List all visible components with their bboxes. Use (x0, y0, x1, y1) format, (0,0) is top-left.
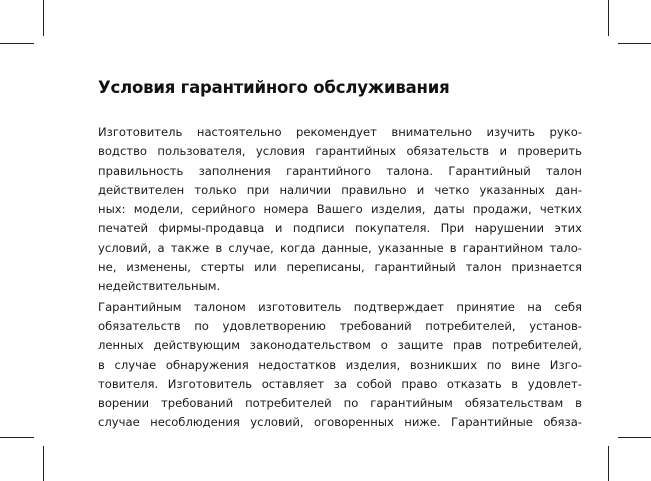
page-title: Условия гарантийного обслуживания (98, 78, 450, 97)
text-line: ворении требований потребителей по гарантийным обязательствам в (98, 396, 582, 411)
crop-mark (618, 43, 651, 44)
text-line: случае несоблюдения условий, оговоренных ниже. Гарантийные обяза- (98, 415, 582, 430)
crop-mark (618, 437, 651, 438)
crop-mark (43, 446, 44, 481)
text-line: Изготовитель настоятельно рекомендует внимательно изучить руко- (98, 125, 582, 139)
text-line: в случае обнаружения недостатков изделия, возникших по вине Изго- (98, 357, 582, 372)
paragraph (98, 298, 582, 433)
document-body (98, 123, 582, 433)
text-line: условий, а также в случае, когда данные, указанные в гарантийном тало- (98, 240, 582, 255)
crop-mark (608, 0, 609, 36)
text-line: товителя. Изготовитель оставляет за собой право отказать в удовлет- (98, 376, 582, 391)
text-line: печатей фирмы-продавца и подписи покупателя. При нарушении этих (98, 221, 582, 236)
text-line: ных: модели, серийного номера Вашего изделия, даты продажи, четких (98, 202, 582, 217)
text-line: ленных действующим законодательством о защите прав потребителей, (98, 338, 582, 353)
text-line: действителен только при наличии правильно и четко указанных дан- (98, 182, 582, 197)
paragraph (98, 123, 582, 297)
text-line: правильность заполнения гарантийного талона. Гарантийный талон (98, 163, 582, 178)
crop-mark (0, 437, 34, 438)
crop-mark (0, 43, 34, 44)
text-line: водство пользователя, условия гарантийных обязательств и проверить (98, 144, 582, 159)
text-line: недействительным. (98, 279, 221, 294)
crop-mark (43, 0, 44, 36)
text-line: Гарантийным талоном изготовитель подтверждает принятие на себя (98, 299, 582, 314)
crop-mark (608, 446, 609, 481)
text-line: не, изменены, стерты или переписаны, гарантийный талон признается (98, 260, 582, 275)
text-line: обязательств по удовлетворению требований потребителей, установ- (98, 318, 582, 333)
